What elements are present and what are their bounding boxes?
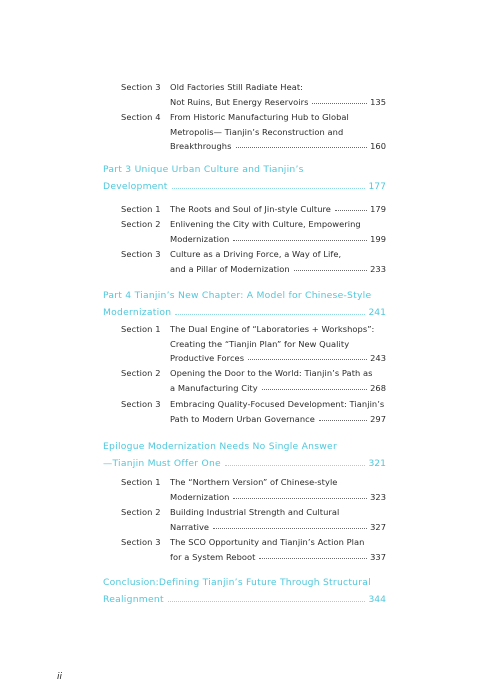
- entry-title-text: Path to Modern Urban Governance: [170, 413, 315, 424]
- page-ref: 323: [370, 491, 386, 502]
- entry-title-line: [103, 180, 386, 194]
- entry-title-text: Enlivening the City with Culture, Empowering: [170, 219, 361, 229]
- entry-title-line: [103, 593, 386, 607]
- entry-title-text: Modernization: [170, 491, 230, 502]
- page-ref: 199: [370, 233, 386, 244]
- dot-leader: [319, 420, 367, 421]
- entry-title-line: [103, 162, 386, 176]
- page-ref: 241: [368, 307, 386, 318]
- entry-title-line: [103, 457, 386, 471]
- entry-title-line: [170, 217, 386, 231]
- entry-title-line: [170, 550, 386, 564]
- entry-title-text: Epilogue Modernization Needs No Single Answer: [103, 440, 337, 452]
- entry-title-line: [170, 475, 386, 489]
- dot-leader: [225, 465, 366, 466]
- dot-leader: [259, 558, 367, 559]
- section-label: Section 2: [121, 219, 161, 229]
- section-label: Section 3: [121, 249, 161, 259]
- page-ref: 337: [370, 551, 386, 562]
- entry-title-line: [103, 439, 386, 453]
- entry-title-line: [103, 306, 386, 320]
- entry-title-text: Creating the “Tianjin Plan” for New Quality: [170, 338, 350, 349]
- page-ref: 297: [370, 413, 386, 424]
- entry-title-text: Development: [103, 181, 168, 192]
- entry-title-line: [103, 575, 386, 589]
- page-ref: 321: [368, 458, 386, 469]
- entry-title-text: Part 3 Unique Urban Culture and Tianjin’s: [103, 163, 304, 175]
- entry-title-line: [170, 80, 386, 94]
- entry-title-text: Metropolis— Tianjin’s Reconstruction and: [170, 126, 344, 137]
- entry-title-line: [170, 351, 386, 365]
- section-label: Section 3: [121, 399, 161, 409]
- entry-title-line: [170, 366, 386, 380]
- section-label: Section 3: [121, 82, 161, 92]
- entry-title-text: The “Northern Version” of Chinese-style: [170, 477, 338, 487]
- entry-title-line: [170, 337, 386, 351]
- page-ref: 327: [370, 521, 386, 532]
- entry-title-line: [170, 505, 386, 519]
- dot-leader: [233, 240, 367, 241]
- dot-leader: [213, 528, 367, 529]
- section-label: Section 4: [121, 112, 161, 122]
- section-label: Section 3: [121, 537, 161, 547]
- page-ref: 344: [368, 594, 386, 605]
- entry-title-line: [170, 232, 386, 246]
- entry-title-line: [170, 381, 386, 395]
- entry-title-text: Building Industrial Strength and Cultural: [170, 507, 340, 517]
- entry-title-line: [170, 95, 386, 109]
- entry-title-line: [170, 262, 386, 276]
- dot-leader: [172, 188, 366, 189]
- dot-leader: [236, 147, 368, 148]
- entry-title-text: Productive Forces: [170, 353, 245, 363]
- section-label: Section 2: [121, 507, 161, 517]
- section-label: Section 2: [121, 368, 161, 378]
- entry-title-line: [170, 139, 386, 153]
- entry-title-line: [170, 520, 386, 534]
- entry-title-line: [170, 247, 386, 261]
- entry-title-text: Modernization: [170, 233, 230, 244]
- entry-title-text: Breakthroughs: [170, 141, 232, 151]
- entry-title-line: [170, 397, 386, 411]
- entry-title-text: for a System Reboot: [170, 551, 256, 562]
- entry-title-line: [103, 288, 386, 302]
- entry-title-text: —Tianjin Must Offer One: [103, 458, 221, 469]
- section-label: Section 1: [121, 477, 161, 487]
- entry-title-text: Narrative: [170, 521, 210, 532]
- entry-title-text: Embracing Quality-Focused Development: Tianjin’s: [170, 399, 385, 409]
- dot-leader: [312, 103, 367, 104]
- entry-title-text: From Historic Manufacturing Hub to Global: [170, 112, 349, 122]
- entry-title-text: Modernization: [103, 307, 172, 318]
- entry-title-text: and a Pillar of Modernization: [170, 263, 290, 274]
- entry-title-text: Not Ruins, But Energy Reservoirs: [170, 96, 309, 107]
- entry-title-line: [170, 535, 386, 549]
- entry-title-text: Realignment: [103, 594, 164, 605]
- entry-title-text: The Dual Engine of “Laboratories + Workshops”:: [170, 324, 375, 334]
- entry-title-text: Conclusion:Defining Tianjin’s Future Through Structural: [103, 576, 371, 588]
- entry-title-line: [170, 412, 386, 426]
- dot-leader: [335, 210, 367, 211]
- entry-title-text: The Roots and Soul of Jin-style Culture: [170, 204, 331, 214]
- page-ref: 135: [370, 96, 386, 107]
- page-number: ii: [57, 672, 63, 682]
- section-label: Section 1: [121, 204, 161, 214]
- page-ref: 268: [370, 382, 386, 393]
- entry-title-text: The SCO Opportunity and Tianjin’s Action Plan: [170, 537, 365, 547]
- page-ref: 179: [370, 204, 386, 214]
- page-ref: 243: [370, 353, 386, 363]
- entry-title-line: [170, 125, 386, 139]
- dot-leader: [294, 270, 367, 271]
- entry-title-line: [170, 322, 386, 336]
- dot-leader: [233, 498, 367, 499]
- section-label: Section 1: [121, 324, 161, 334]
- entry-title-text: Culture as a Driving Force, a Way of Life,: [170, 249, 342, 259]
- entry-title-line: [170, 110, 386, 124]
- entry-title-text: a Manufacturing City: [170, 382, 258, 393]
- page-ref: 160: [370, 141, 386, 151]
- page-ref: 233: [370, 263, 386, 274]
- dot-leader: [248, 359, 367, 360]
- entry-title-line: [170, 490, 386, 504]
- entry-title-text: Old Factories Still Radiate Heat:: [170, 82, 304, 92]
- page-ref: 177: [368, 181, 386, 192]
- dot-leader: [262, 389, 367, 390]
- dot-leader: [175, 314, 365, 315]
- dot-leader: [168, 601, 366, 602]
- entry-title-text: Opening the Door to the World: Tianjin’s Path as: [170, 368, 373, 378]
- entry-title-line: [170, 202, 386, 216]
- entry-title-text: Part 4 Tianjin’s New Chapter: A Model for Chinese-Style: [103, 289, 372, 301]
